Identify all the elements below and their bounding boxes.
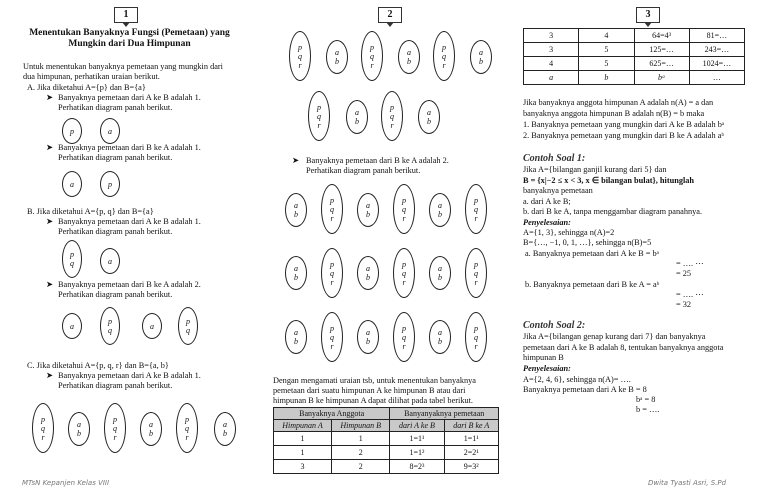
ex2-line3: himpunan B: [523, 353, 564, 362]
set-b-oval: a b: [140, 412, 162, 446]
set-a-oval: p q r: [465, 184, 487, 234]
table-cell: 3: [274, 460, 332, 474]
set-b-oval: a b: [214, 412, 236, 446]
footer-left: MTsN Kepanjen Kelas VIII: [22, 479, 110, 487]
case-a-1-line1: Banyaknya pemetaan dari A ke B adalah 1.: [58, 93, 201, 102]
set-b-oval: a b: [470, 40, 492, 74]
table-cell: 1=1²: [390, 446, 444, 460]
set-b-oval: a b: [357, 256, 379, 290]
solution-label: Penyelesaian:: [523, 364, 571, 373]
set-b-oval: a b: [285, 193, 307, 227]
table-cell: 3: [524, 29, 579, 43]
case-a-2-line1: Banyaknya pemetaan dari B ke A adalah 1.: [58, 143, 201, 152]
set-a-oval: p q r: [393, 248, 415, 298]
note-line2: Perhatikan diagram panah berikut.: [306, 166, 421, 175]
table-cell: 2: [332, 460, 390, 474]
table-row: [524, 71, 745, 85]
case-b-1-line1: Banyaknya pemetaan dari A ke B adalah 1.: [58, 217, 201, 226]
page-number-1: 1: [114, 7, 138, 23]
set-b-oval: a b: [398, 40, 420, 74]
set-a-oval: p q r: [32, 403, 54, 453]
table-row: [524, 43, 745, 57]
summary-line2: pemetaan dari suatu himpunan A ke himpunan B atau dari: [273, 386, 466, 395]
table-row: [524, 57, 745, 71]
table-subheader: dari B ke A: [444, 420, 498, 432]
footer-right: Dwita Tyasti Asri, S.Pd: [648, 479, 727, 487]
set-a-oval: p q r: [433, 31, 455, 81]
set-b-oval: a b: [357, 193, 379, 227]
set-b-oval: a b: [68, 412, 90, 446]
table-cell: 8=2³: [390, 460, 444, 474]
doc-title-line2: Mungkin dari Dua Himpunan: [68, 39, 191, 49]
ex1-line7: B={…, −1, 0, 1, …}, sehingga n(B)=5: [523, 238, 652, 247]
set-a-oval: p q r: [393, 184, 415, 234]
set-a-oval: p q r: [321, 248, 343, 298]
bullet-arrow-icon: ➤: [46, 143, 53, 152]
set-b-oval: a b: [429, 193, 451, 227]
table-cell: 125=…: [634, 43, 689, 57]
table-cell: 4: [579, 29, 634, 43]
table-cell: 3: [524, 43, 579, 57]
ex2-line6: bᵃ = 8: [636, 395, 656, 404]
ex1-part-b-answer: = 32: [676, 300, 692, 309]
mapping-count-table: [273, 407, 499, 474]
set-a-oval: p: [100, 171, 120, 197]
table-row: [274, 460, 499, 474]
case-c-1-line1: Banyaknya pemetaan dari A ke B adalah 1.: [58, 371, 201, 380]
set-b-oval: a: [62, 171, 82, 197]
bullet-arrow-icon: ➤: [46, 93, 53, 102]
table-cell: 243=…: [689, 43, 744, 57]
note-line1: Banyaknya pemetaan dari B ke A adalah 2.: [306, 156, 449, 165]
doc-title-line1: Menentukan Banyaknya Fungsi (Pemetaan) yang: [29, 28, 230, 38]
table-cell: 81=…: [689, 29, 744, 43]
set-a-oval: p q r: [321, 184, 343, 234]
ex2-line1: Jika A={bilangan genap kurang dari 7} dan banyaknya: [523, 332, 706, 341]
table-row: [524, 29, 745, 43]
bullet-arrow-icon: ➤: [46, 371, 53, 380]
set-b-oval: a b: [429, 256, 451, 290]
set-b-oval: a: [100, 248, 120, 274]
table-cell: 1=1¹: [444, 432, 498, 446]
set-b-oval: a b: [285, 256, 307, 290]
table-header-members: Banyaknya Anggota: [274, 408, 390, 420]
table-cell: 1: [332, 432, 390, 446]
set-a-oval: p q: [62, 240, 82, 278]
rule-line3: 1. Banyaknya pemetaan yang mungkin dari A ke B adalah bᵃ: [523, 120, 725, 129]
case-c-heading: C. Jika diketahui A={p, q, r} dan B={a, b}: [27, 361, 169, 370]
example1-heading: Contoh Soal 1:: [523, 153, 586, 164]
table-subheader: Himpunan B: [332, 420, 390, 432]
set-a-oval: p q: [178, 307, 198, 345]
set-b-oval: a: [142, 313, 162, 339]
table-cell: 5: [579, 57, 634, 71]
table-header-mappings: Banyanyaknya pemetaan: [390, 408, 499, 420]
bullet-arrow-icon: ➤: [46, 217, 53, 226]
table-cell: bᵃ: [634, 71, 689, 85]
bullet-arrow-icon: ➤: [46, 280, 53, 289]
rule-line1: Jika banyaknya anggota himpunan A adalah n(A) = a dan: [523, 98, 714, 107]
table-row: [274, 446, 499, 460]
set-a-oval: p q r: [465, 312, 487, 362]
set-a-oval: p q r: [176, 403, 198, 453]
table-cell: 4: [524, 57, 579, 71]
bullet-arrow-icon: ➤: [292, 156, 299, 165]
set-a-oval: p q r: [321, 312, 343, 362]
ex1-part-a-answer: = 25: [676, 269, 692, 278]
solution-label: Penyelesaian:: [523, 218, 571, 227]
case-c-1-line2: Perhatikan diagram panah berikut.: [58, 381, 173, 390]
table-cell: …: [689, 71, 744, 85]
ex1-part-b: b. Banyaknya pemetaan dari B ke A = aᵇ: [525, 280, 660, 289]
case-b-2-line2: Perhatikan diagram panah berikut.: [58, 290, 173, 299]
ex1-line4: a. dari A ke B;: [523, 197, 571, 206]
ex1-line3: banyaknya pemetaan: [523, 186, 593, 195]
case-a-heading: A. Jika diketahui A={p} dan B={a}: [27, 83, 146, 92]
case-b-1-line2: Perhatikan diagram panah berikut.: [58, 227, 173, 236]
table-cell: b: [579, 71, 634, 85]
set-b-oval: a: [100, 118, 120, 144]
table-cell: 1: [274, 446, 332, 460]
table-subheader: dari A ke B: [390, 420, 444, 432]
table-cell: 625=…: [634, 57, 689, 71]
set-b-oval: a b: [429, 320, 451, 354]
ex1-line6: A={1, 3}, sehingga n(A)=2: [523, 228, 615, 237]
case-b-2-line1: Banyaknya pemetaan dari B ke A adalah 2.: [58, 280, 201, 289]
set-a-oval: p q r: [308, 91, 330, 141]
ex1-line5: b. dari B ke A, tanpa menggambar diagram panahnya.: [523, 207, 703, 216]
ex2-line5: Banyaknya pemetaan dari A ke B = 8: [523, 385, 647, 394]
set-a-oval: p q r: [289, 31, 311, 81]
ex1-part-a: a. Banyaknya pemetaan dari A ke B = bᵃ: [525, 249, 659, 258]
table-cell: 9=3²: [444, 460, 498, 474]
table-cell: 2: [332, 446, 390, 460]
ex2-line4: A={2, 4, 6}, sehingga n(A)= ….: [523, 375, 631, 384]
set-a-oval: p q r: [361, 31, 383, 81]
set-a-oval: p: [62, 118, 82, 144]
ex2-line2: pemetaan dari A ke B adalah 8, tentukan banyaknya anggota: [523, 343, 724, 352]
set-b-oval: a b: [357, 320, 379, 354]
page-number-2: 2: [378, 7, 402, 23]
ex1-part-b-step: = …. ⋯: [676, 290, 704, 299]
table-row: [274, 432, 499, 446]
ex1-line1: Jika A={bilangan ganjil kurang dari 5} dan: [523, 165, 667, 174]
table-subheader: Himpunan A: [274, 420, 332, 432]
set-b-oval: a b: [285, 320, 307, 354]
table-cell: 64=4³: [634, 29, 689, 43]
rule-line2: banyaknya anggota himpunan B adalah n(B) = b maka: [523, 109, 705, 118]
set-b-oval: a b: [418, 100, 440, 134]
table-cell: a: [524, 71, 579, 85]
set-a-oval: p q r: [104, 403, 126, 453]
rule-line4: 2. Banyaknya pemetaan yang mungkin dari B ke A adalah aᵇ: [523, 131, 724, 140]
ex1-part-a-step: = …. ⋯: [676, 259, 704, 268]
continued-table: [523, 28, 745, 85]
ex1-line2: B = {x|−2 ≤ x < 3, x ∈ bilangan bulat}, hitunglah: [523, 176, 695, 185]
table-cell: 1=1¹: [390, 432, 444, 446]
example2-heading: Contoh Soal 2:: [523, 320, 586, 331]
intro-line2: dua himpunan, perhatikan uraian berikut.: [23, 72, 160, 81]
set-b-oval: a b: [346, 100, 368, 134]
table-cell: 2=2¹: [444, 446, 498, 460]
set-a-oval: p q r: [393, 312, 415, 362]
case-b-heading: B. Jika diketahui A={p, q} dan B={a}: [27, 207, 154, 216]
table-cell: 1024=…: [689, 57, 744, 71]
set-b-oval: a: [62, 313, 82, 339]
page-number-3: 3: [636, 7, 660, 23]
summary-line1: Dengan mengamati uraian tsb, untuk menentukan banyaknya: [273, 376, 476, 385]
intro-line1: Untuk menentukan banyaknya pemetaan yang mungkin dari: [23, 62, 223, 71]
summary-line3: himpunan B ke himpunan A dapat dilihat pada tabel berikut.: [273, 396, 474, 405]
table-cell: 5: [579, 43, 634, 57]
set-b-oval: a b: [326, 40, 348, 74]
table-cell: 1: [274, 432, 332, 446]
set-a-oval: p q r: [465, 248, 487, 298]
ex2-line7: b = ….: [636, 405, 660, 414]
case-a-1-line2: Perhatikan diagram panah berikut.: [58, 103, 173, 112]
case-a-2-line2: Perhatikan diagram panah berikut.: [58, 153, 173, 162]
set-a-oval: p q: [100, 307, 120, 345]
set-a-oval: p q r: [381, 91, 403, 141]
